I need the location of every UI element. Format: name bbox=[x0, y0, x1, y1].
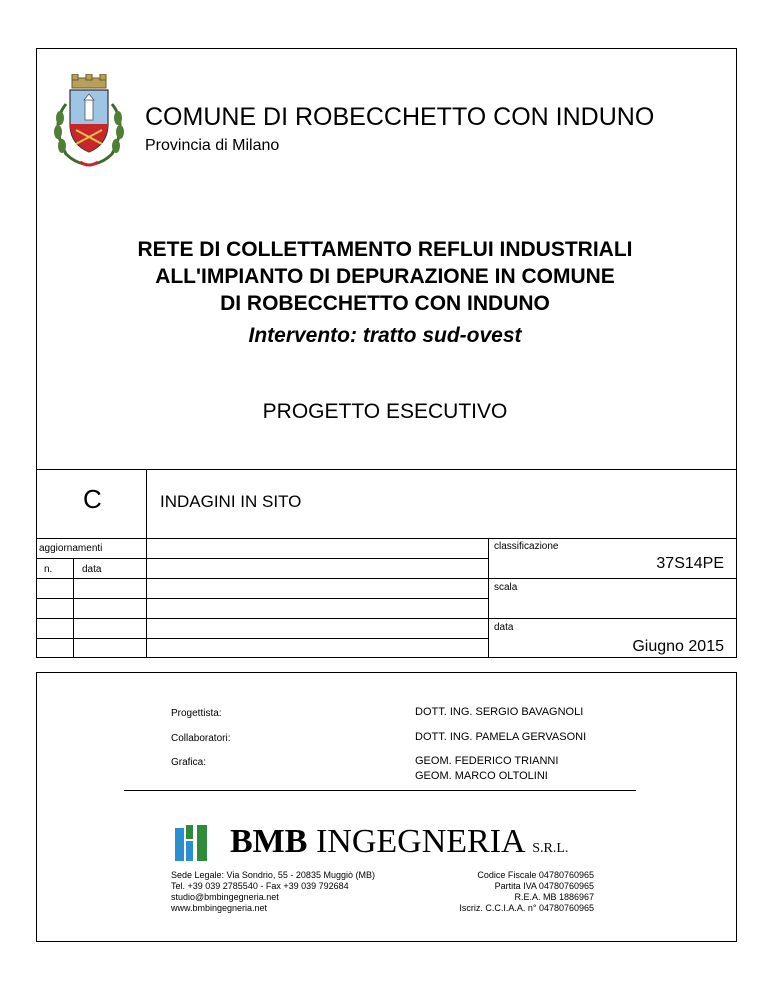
credits-frame bbox=[36, 672, 737, 942]
divider bbox=[124, 790, 636, 791]
updates-label: aggiornamenti bbox=[39, 543, 103, 554]
divider bbox=[488, 578, 737, 579]
credit-role-collaborators: Collaboratori: bbox=[171, 733, 231, 744]
project-title-line-2: ALL'IMPIANTO DI DEPURAZIONE IN COMUNE bbox=[155, 265, 615, 288]
updates-col-n: n. bbox=[44, 564, 53, 575]
email-link[interactable]: studio@bmbingegneria.net bbox=[171, 892, 279, 902]
project-phase: PROGETTO ESECUTIVO bbox=[262, 400, 508, 423]
document-code: C bbox=[83, 484, 102, 514]
website-link[interactable]: www.bmbingegneria.net bbox=[171, 903, 268, 913]
date-label: data bbox=[494, 622, 514, 633]
project-title-line-3: DI ROBECCHETTO CON INDUNO bbox=[220, 292, 550, 315]
project-subtitle: Intervento: tratto sud-ovest bbox=[248, 324, 522, 347]
registry-line: Partita IVA 04780760965 bbox=[494, 881, 594, 891]
company-registry bbox=[459, 870, 594, 914]
registry-line: Iscriz. C.C.I.A.A. n° 04780760965 bbox=[459, 903, 594, 913]
company-name-bold: BMB bbox=[230, 823, 308, 860]
address-line: Tel. +39 039 2785540 - Fax +39 039 792684 bbox=[171, 881, 349, 891]
registry-line: Codice Fiscale 04780760965 bbox=[477, 870, 594, 880]
divider bbox=[36, 638, 488, 639]
company-name bbox=[230, 823, 568, 861]
divider bbox=[36, 618, 488, 619]
divider bbox=[488, 618, 737, 619]
province-name: Provincia di Milano bbox=[145, 137, 280, 154]
divider bbox=[488, 538, 489, 658]
divider bbox=[36, 538, 737, 539]
address-line: Sede Legale: Via Sondrio, 55 - 20835 Muggiò (MB) bbox=[171, 870, 375, 880]
updates-col-data: data bbox=[82, 564, 102, 575]
credit-name-graphics-2: GEOM. MARCO OLTOLINI bbox=[415, 770, 548, 782]
divider bbox=[36, 598, 488, 599]
project-title-line-1: RETE DI COLLETTAMENTO REFLUI INDUSTRIALI bbox=[137, 238, 633, 261]
divider bbox=[146, 469, 147, 658]
company-logo-icon bbox=[175, 825, 215, 863]
coat-of-arms-icon bbox=[44, 74, 136, 170]
credit-role-designer: Progettista: bbox=[171, 708, 222, 719]
divider bbox=[73, 558, 74, 658]
title-block-frame bbox=[36, 48, 737, 658]
document-description: INDAGINI IN SITO bbox=[160, 492, 302, 511]
credit-name-collaborator: DOTT. ING. PAMELA GERVASONI bbox=[415, 731, 587, 743]
credit-name-graphics-1: GEOM. FEDERICO TRIANNI bbox=[415, 755, 559, 767]
date-value: Giugno 2015 bbox=[632, 638, 724, 655]
company-address bbox=[171, 870, 375, 914]
credit-name-designer: DOTT. ING. SERGIO BAVAGNOLI bbox=[415, 706, 584, 718]
scale-label: scala bbox=[494, 582, 518, 593]
company-name-rest: INGEGNERIA bbox=[315, 823, 524, 860]
divider bbox=[36, 558, 488, 559]
classification-label: classificazione bbox=[494, 541, 559, 552]
registry-line: R.E.A. MB 1886967 bbox=[514, 892, 594, 902]
classification-value: 37S14PE bbox=[656, 555, 724, 572]
company-suffix: S.R.L. bbox=[532, 841, 569, 856]
divider bbox=[36, 578, 488, 579]
municipality-name: COMUNE DI ROBECCHETTO CON INDUNO bbox=[145, 103, 655, 131]
credit-role-graphics: Grafica: bbox=[171, 757, 207, 768]
divider bbox=[36, 469, 737, 470]
